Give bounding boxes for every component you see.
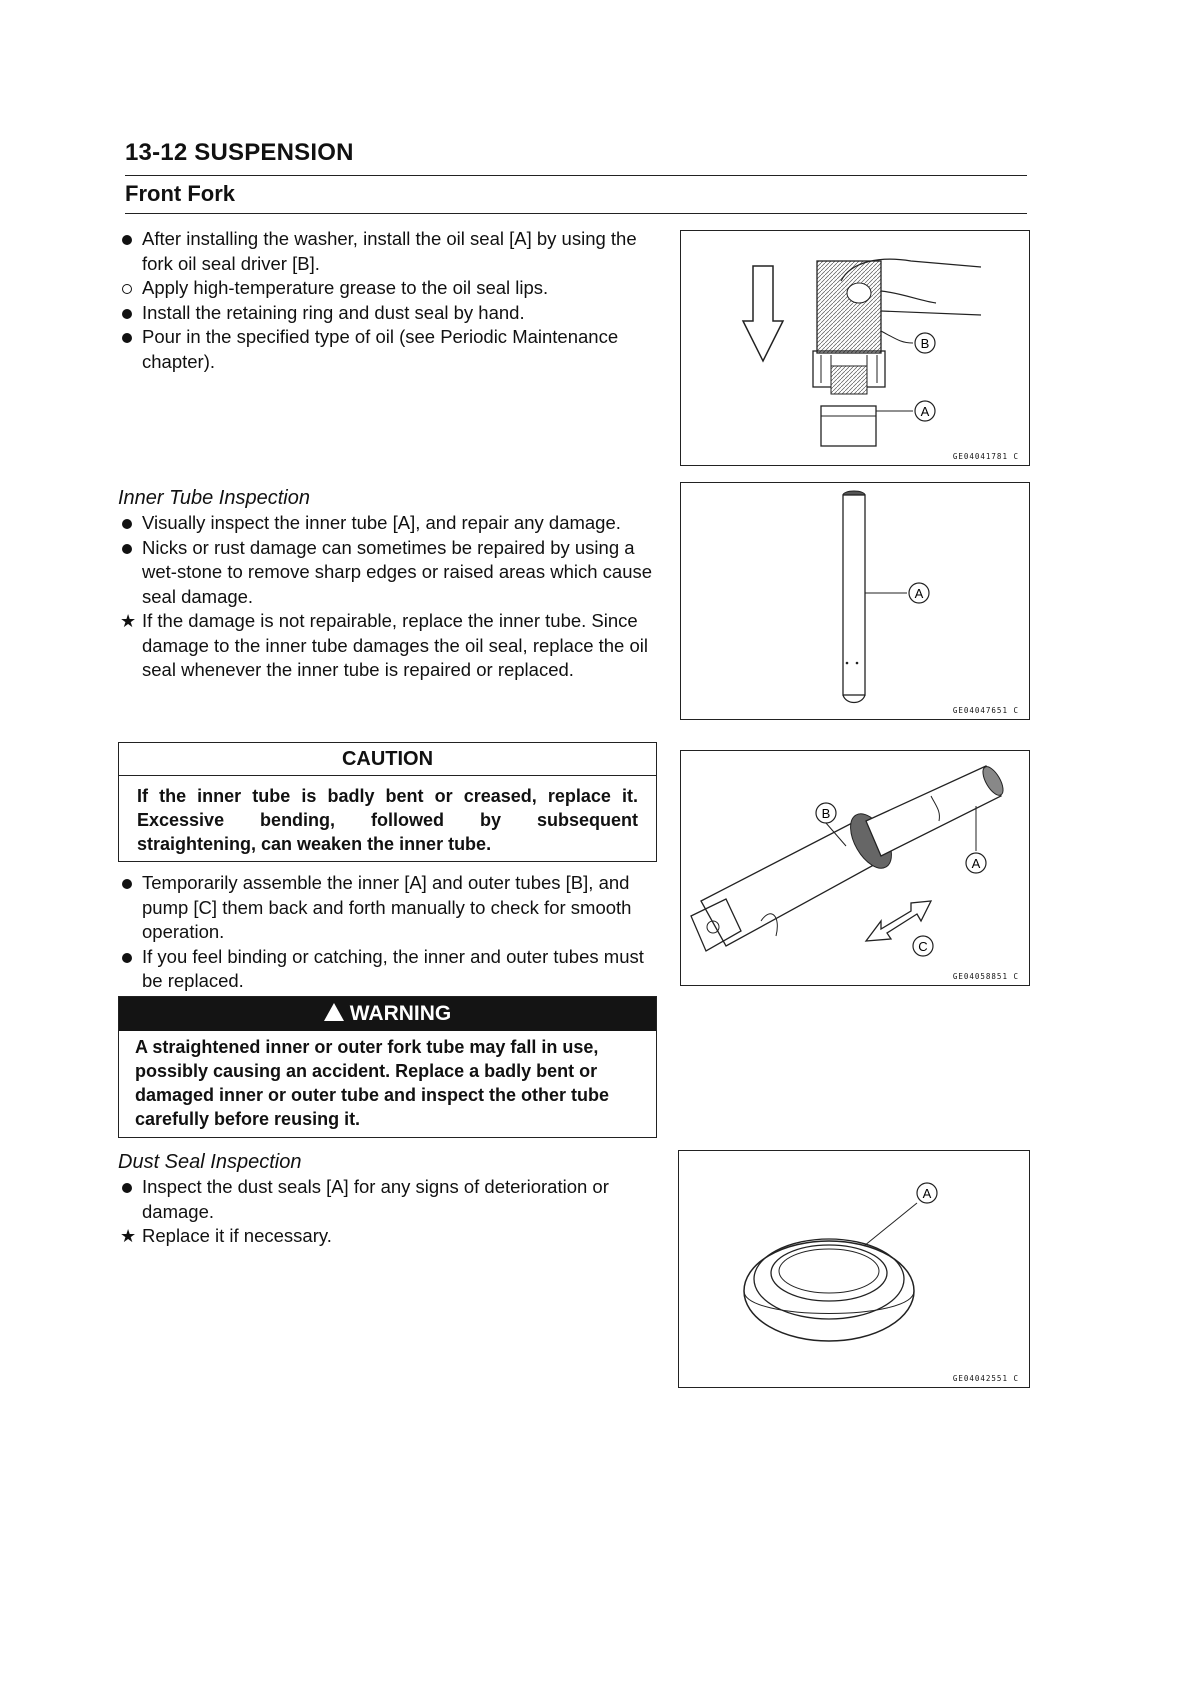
warning-title: WARNING bbox=[349, 1002, 452, 1025]
dust-seal-illustration bbox=[679, 1151, 1029, 1387]
list-item bbox=[118, 945, 658, 994]
list-item-text: Replace it if necessary. bbox=[142, 1225, 332, 1246]
list-item bbox=[118, 325, 658, 374]
caution-box bbox=[118, 742, 657, 862]
figure-code: GE04041781 C bbox=[952, 452, 1019, 461]
list-item-text: Pour in the specified type of oil (see Periodic Maintenance chapter). bbox=[142, 326, 619, 372]
warning-box bbox=[118, 996, 657, 1138]
inner-tube-section bbox=[118, 485, 658, 683]
section-rule bbox=[125, 213, 1027, 214]
install-steps bbox=[118, 227, 658, 374]
list-item bbox=[118, 301, 658, 326]
caution-title: CAUTION bbox=[119, 743, 656, 776]
figure-code: GE04042551 C bbox=[952, 1374, 1019, 1383]
subheading-inner-tube: Inner Tube Inspection bbox=[118, 487, 310, 509]
list-item bbox=[118, 1175, 658, 1224]
warning-header bbox=[119, 997, 656, 1031]
figure-label: A bbox=[920, 404, 930, 419]
list-item-text: Install the retaining ring and dust seal by hand. bbox=[142, 301, 525, 323]
list-item-text: Visually inspect the inner tube [A], and repair any damage. bbox=[142, 512, 621, 533]
list-item-text: Temporarily assemble the inner [A] and outer tubes [B], and pump [C] them back and forth manually to check for smooth operation. bbox=[142, 872, 632, 942]
bullet-icon bbox=[122, 945, 132, 970]
warning-triangle-icon bbox=[324, 1003, 344, 1021]
figure-label: A bbox=[914, 586, 924, 601]
list-item-text: After installing the washer, install the oil seal [A] by using the fork oil seal driver [B]. bbox=[142, 228, 637, 274]
dust-seal-section bbox=[118, 1149, 658, 1249]
list-item-text: Apply high-temperature grease to the oil seal lips. bbox=[142, 277, 549, 298]
list-item bbox=[118, 536, 658, 610]
double-arrow-icon bbox=[866, 901, 931, 941]
figure-inner-outer-tubes bbox=[680, 750, 1030, 986]
figure-code: GE04047651 C bbox=[952, 706, 1019, 715]
figure-label: C bbox=[918, 939, 928, 954]
seal-driver bbox=[817, 261, 881, 353]
inner-tube bbox=[866, 766, 1001, 856]
figure-label: A bbox=[971, 856, 981, 871]
page-title: 13-12 SUSPENSION bbox=[125, 139, 354, 166]
inner-tube-illustration bbox=[681, 483, 1029, 719]
caution-text: If the inner tube is badly bent or creased, replace it. Excessive bending, followed by subsequent straightening, can weaken the inner tube. bbox=[137, 786, 638, 854]
figure-code: GE04058851 C bbox=[952, 972, 1019, 981]
figure-oil-seal-driver bbox=[680, 230, 1030, 466]
arrow-down-icon bbox=[743, 266, 783, 361]
figure-inner-tube bbox=[680, 482, 1030, 720]
figure-dust-seal bbox=[678, 1150, 1030, 1388]
figure-label: B bbox=[821, 806, 831, 821]
bullet-icon bbox=[122, 301, 132, 326]
bullet-icon bbox=[122, 325, 132, 350]
bullet-icon bbox=[122, 511, 132, 536]
figure-label: B bbox=[920, 336, 930, 351]
header-rule bbox=[125, 175, 1027, 176]
list-item bbox=[118, 511, 658, 536]
warning-text: A straightened inner or outer fork tube may fall in use, possibly causing an accident. Replace a badly bent or damaged inner or outer tube and inspect the other tube carefully before reusing it. bbox=[135, 1037, 610, 1129]
assemble-steps bbox=[118, 871, 658, 994]
section-title: Front Fork bbox=[125, 181, 235, 206]
list-item-text: Nicks or rust damage can sometimes be repaired by using a wet-stone to remove sharp edges or raised areas which cause seal damage. bbox=[142, 536, 653, 607]
list-item bbox=[118, 227, 658, 276]
star-icon: ★ bbox=[120, 1226, 137, 1246]
inner-tube bbox=[843, 495, 865, 695]
bullet-icon bbox=[122, 1175, 132, 1200]
figure-label: A bbox=[922, 1186, 932, 1201]
open-circle-icon bbox=[122, 276, 132, 301]
dust-seal bbox=[744, 1241, 914, 1341]
list-item bbox=[118, 1224, 658, 1249]
list-item bbox=[118, 609, 658, 683]
list-item-text: If the damage is not repairable, replace the inner tube. Since damage to the inner tube damages the oil seal, replace the oil seal whenever the inner tube is repaired or replaced. bbox=[142, 610, 648, 680]
list-item bbox=[118, 871, 658, 945]
star-icon: ★ bbox=[120, 611, 137, 631]
oil-seal-driver-illustration bbox=[681, 231, 1029, 465]
list-item-text: If you feel binding or catching, the inner and outer tubes must be replaced. bbox=[142, 945, 644, 991]
list-item-text: Inspect the dust seals [A] for any signs of deterioration or damage. bbox=[142, 1176, 609, 1222]
bullet-icon bbox=[122, 536, 132, 561]
inner-outer-tubes-illustration bbox=[681, 751, 1029, 985]
list-item bbox=[118, 276, 658, 301]
subheading-dust-seal: Dust Seal Inspection bbox=[118, 1151, 302, 1173]
bullet-icon bbox=[122, 227, 132, 252]
bullet-icon bbox=[122, 871, 132, 896]
